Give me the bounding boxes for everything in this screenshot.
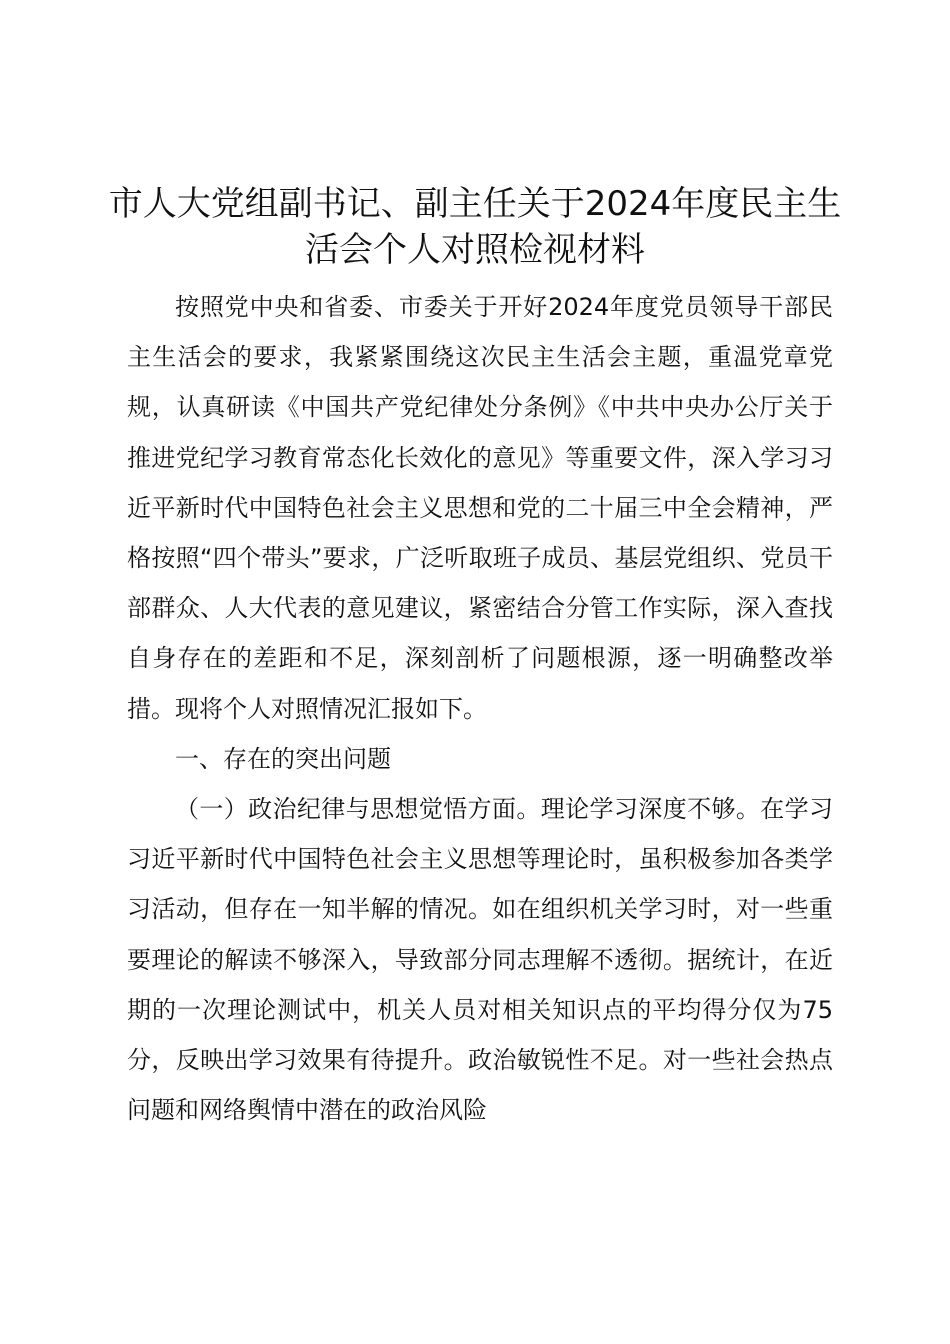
subsection-paragraph: （一）政治纪律与思想觉悟方面。理论学习深度不够。在学习习近平新时代中国特色社会主义思想等理论时，虽积极参加各类学习活动，但存在一知半解的情况。如在组织机关学习时，对一些重要理论的解读不够深入，导致部分同志理解不透彻。据统计，在近期的一次理论测试中，机关人员对相关知识点的平均得分仅为75分，反映出学习效果有待提升。政治敏锐性不足。对一些社会热点问题和网络舆情中潜在的政治风险	[127, 795, 833, 1125]
document-body	[127, 282, 833, 1135]
section-heading: 一、存在的突出问题	[175, 744, 391, 773]
document-title: 市人大党组副书记、副主任关于2024年度民主生活会个人对照检视材料	[108, 184, 842, 270]
intro-paragraph: 按照党中央和省委、市委关于开好2024年度党员领导干部民主生活会的要求，我紧紧围绕这次民主生活会主题，重温党章党规，认真研读《中国共产党纪律处分条例》《中共中央办公厅关于推进党纪学习教育常态化长效化的意见》等重要文件，深入学习习近平新时代中国特色社会主义思想和党的二十届三中全会精神，严格按照“四个带头”要求，广泛听取班子成员、基层党组织、党员干部群众、人大代表的意见建议，紧密结合分管工作实际，深入查找自身存在的差距和不足，深刻剖析了问题根源，逐一明确整改举措。现将个人对照情况汇报如下。	[127, 293, 833, 723]
